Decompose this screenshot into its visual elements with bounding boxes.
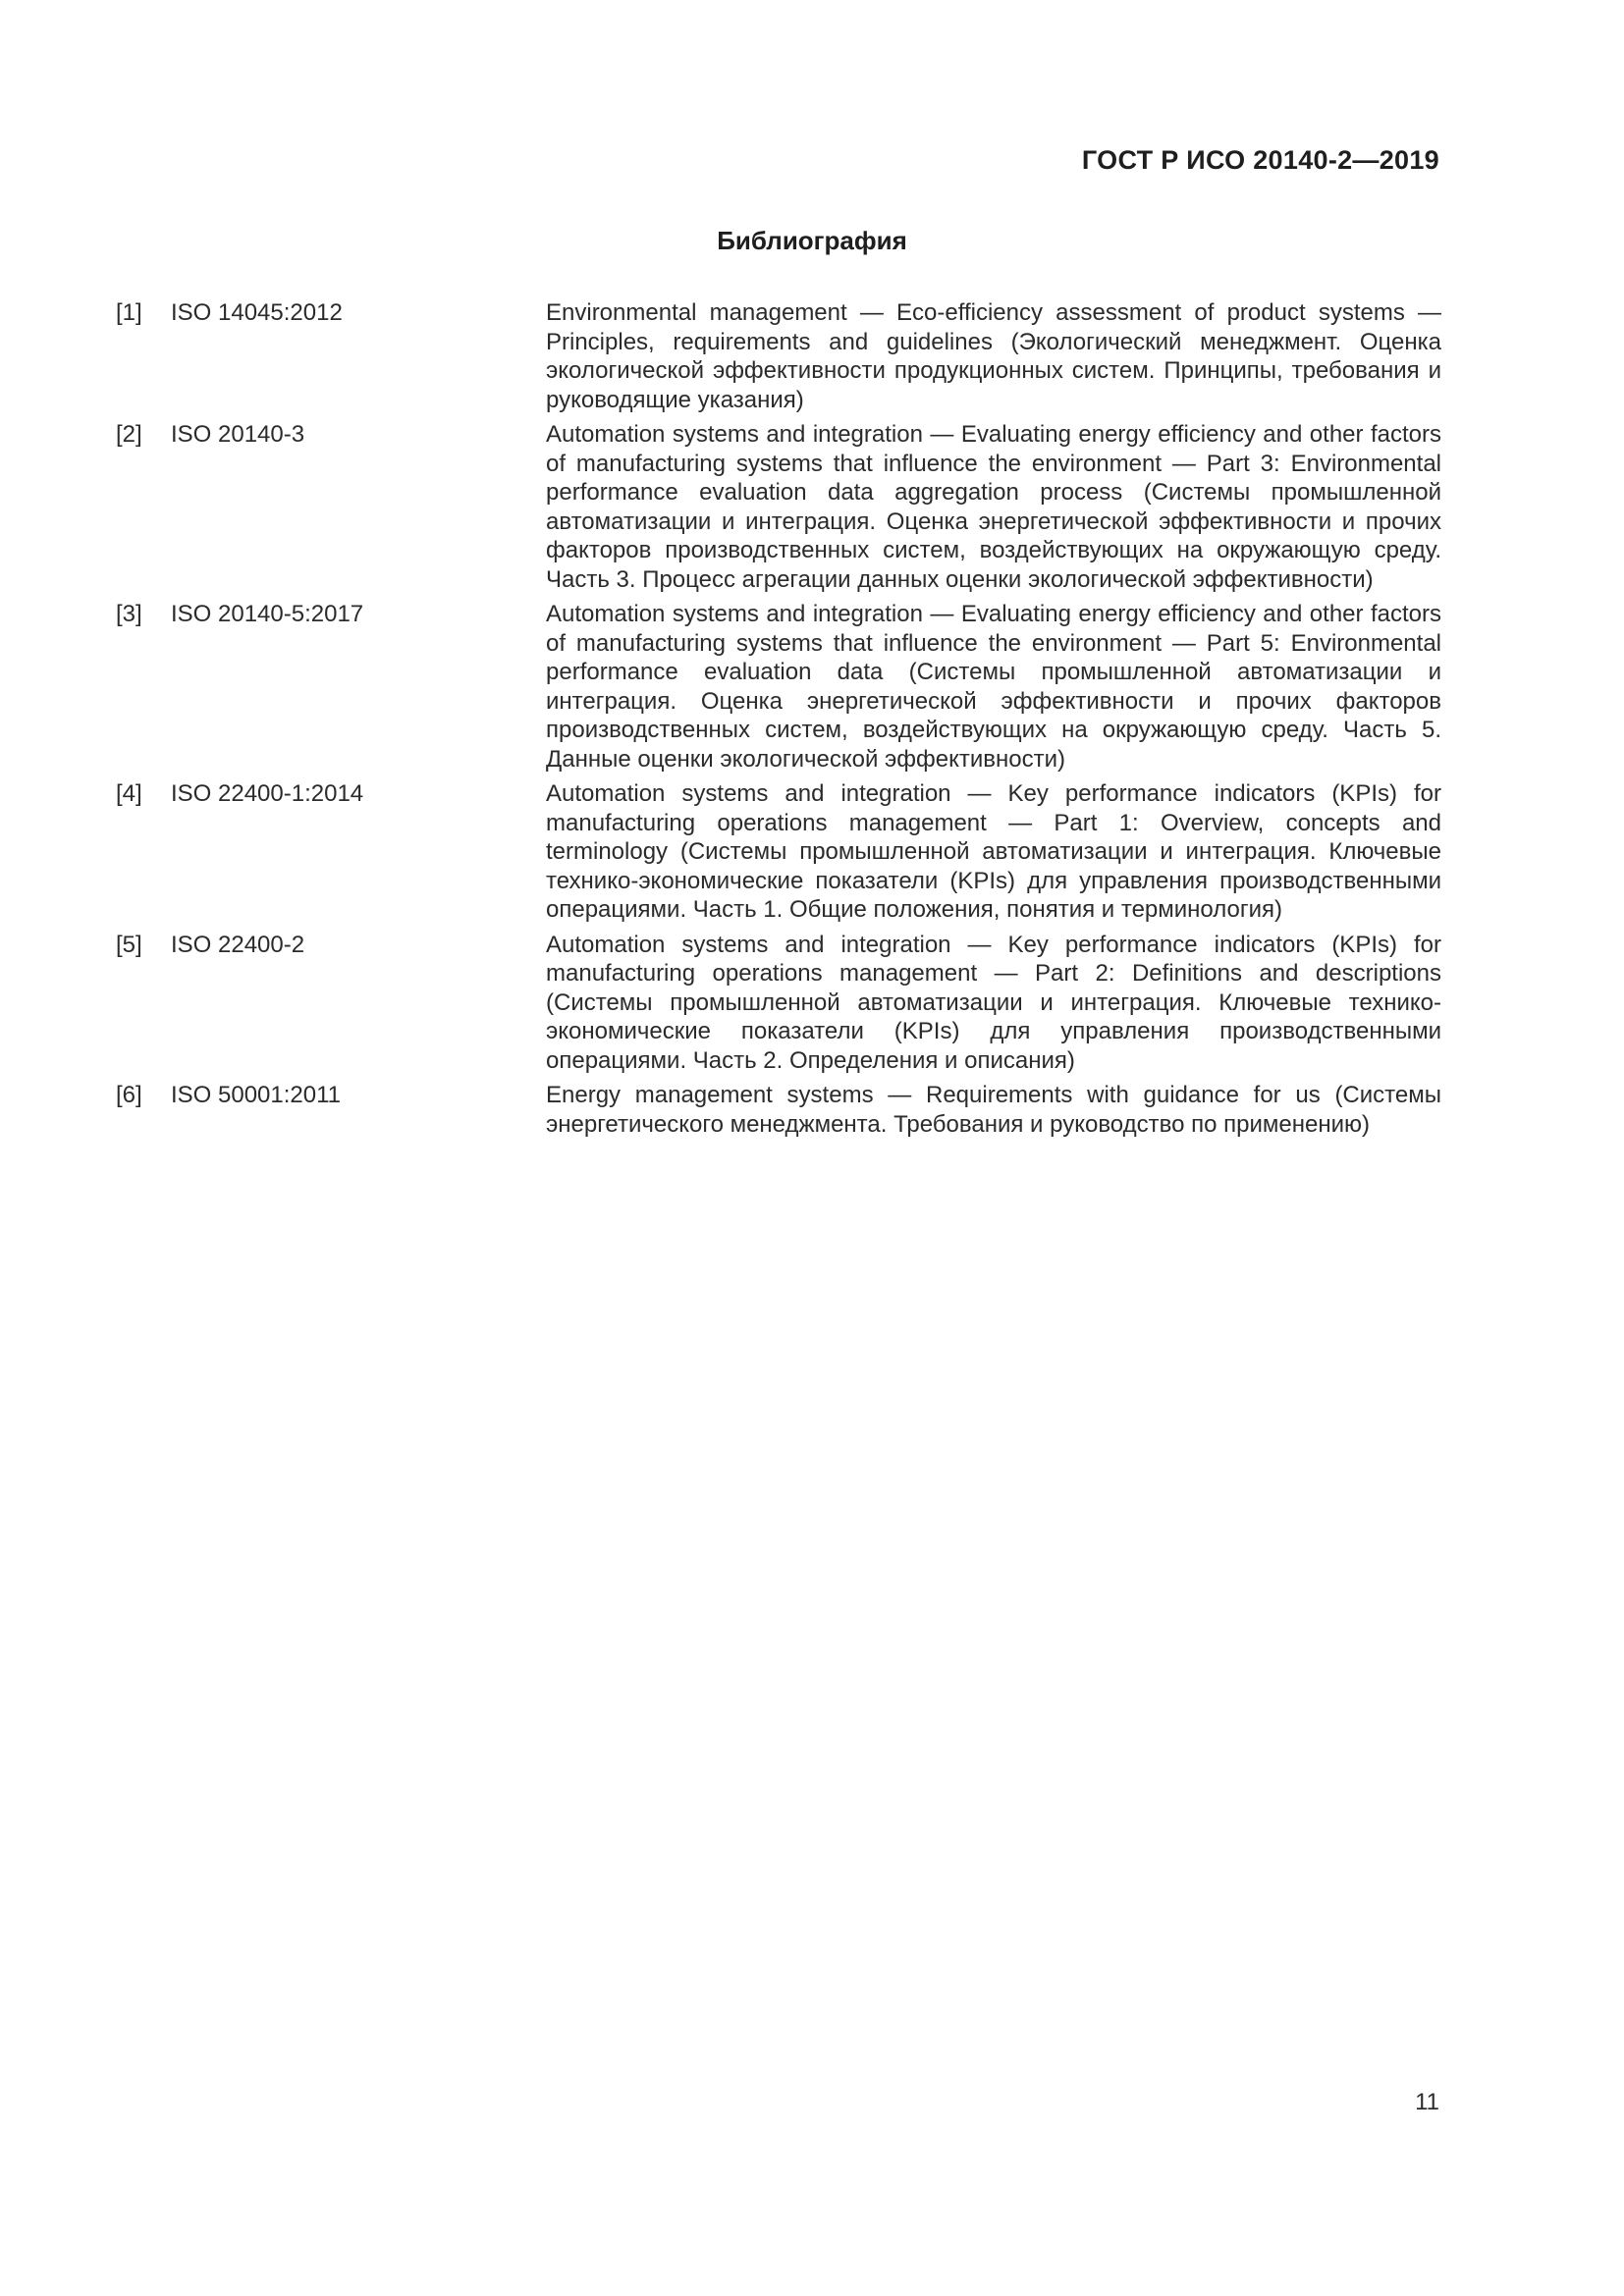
entry-number: [3] (116, 601, 142, 627)
bibliography-entry (116, 600, 1441, 774)
entry-description: Automation systems and integration — Key performance indicators (KPIs) for manufacturing operations management — Part 2: Definitions and descriptions (Системы промышленной автоматизации и интеграция. Ключевые технико-экономические показатели (KPIs) для управления производственными операциями. Часть 2. Определения и описания) (546, 931, 1441, 1074)
entry-standard: ISO 20140-5:2017 (171, 601, 364, 627)
bibliography-entry (116, 931, 1441, 1076)
bibliography-list (116, 298, 1441, 1145)
entry-number: [6] (116, 1082, 142, 1108)
entry-standard: ISO 22400-1:2014 (171, 780, 364, 807)
bibliography-entry (116, 298, 1441, 414)
bibliography-entry (116, 1081, 1441, 1139)
entry-description: Automation systems and integration — Key performance indicators (KPIs) for manufacturing operations management — Part 1: Overview, concepts and terminology (Системы промышленной автоматизации и интеграция. Ключевые технико-экономические показатели (KPIs) для управления производственными операциями. Часть 1. Общие положения, понятия и терминология) (546, 780, 1441, 923)
bibliography-entry (116, 420, 1441, 594)
page-number: 11 (1415, 2089, 1439, 2115)
entry-description: Energy management systems — Requirements with guidance for us (Системы энергетического менеджмента. Требования и руководство по применению) (546, 1082, 1441, 1138)
entry-description: Automation systems and integration — Evaluating energy efficiency and other factors of manufacturing systems that influence the environment — Part 5: Environmental performance evaluation data (Системы промышленной автоматизации и интеграция. Оценка энергетической эффективности и прочих факторов производственных систем, воздействующих на окружающую среду. Часть 5. Данные оценки экологической эффективности) (546, 601, 1441, 773)
entry-description: Environmental management — Eco-efficiency assessment of product systems — Principles, requirements and guidelines (Экологический менеджмент. Оценка экологической эффективности продукционных систем. Принципы, требования и руководящие указания) (546, 299, 1441, 413)
entry-number: [5] (116, 931, 142, 958)
entry-standard: ISO 50001:2011 (171, 1082, 342, 1108)
bibliography-entry (116, 779, 1441, 925)
entry-standard: ISO 22400-2 (171, 931, 305, 958)
document-code: ГОСТ Р ИСО 20140-2—2019 (1081, 145, 1439, 175)
entry-number: [2] (116, 421, 142, 448)
entry-standard: ISO 20140-3 (171, 421, 305, 448)
entry-standard: ISO 14045:2012 (171, 299, 343, 326)
section-title: Библиография (717, 226, 907, 255)
entry-number: [1] (116, 299, 142, 326)
entry-number: [4] (116, 780, 142, 807)
entry-description: Automation systems and integration — Evaluating energy efficiency and other factors of manufacturing systems that influence the environment — Part 3: Environmental performance evaluation data aggregation process (Системы промышленной автоматизации и интеграция. Оценка энергетической эффективности и прочих факторов производственных систем, воздействующих на окружающую среду. Часть 3. Процесс агрегации данных оценки экологической эффективности) (546, 421, 1441, 593)
